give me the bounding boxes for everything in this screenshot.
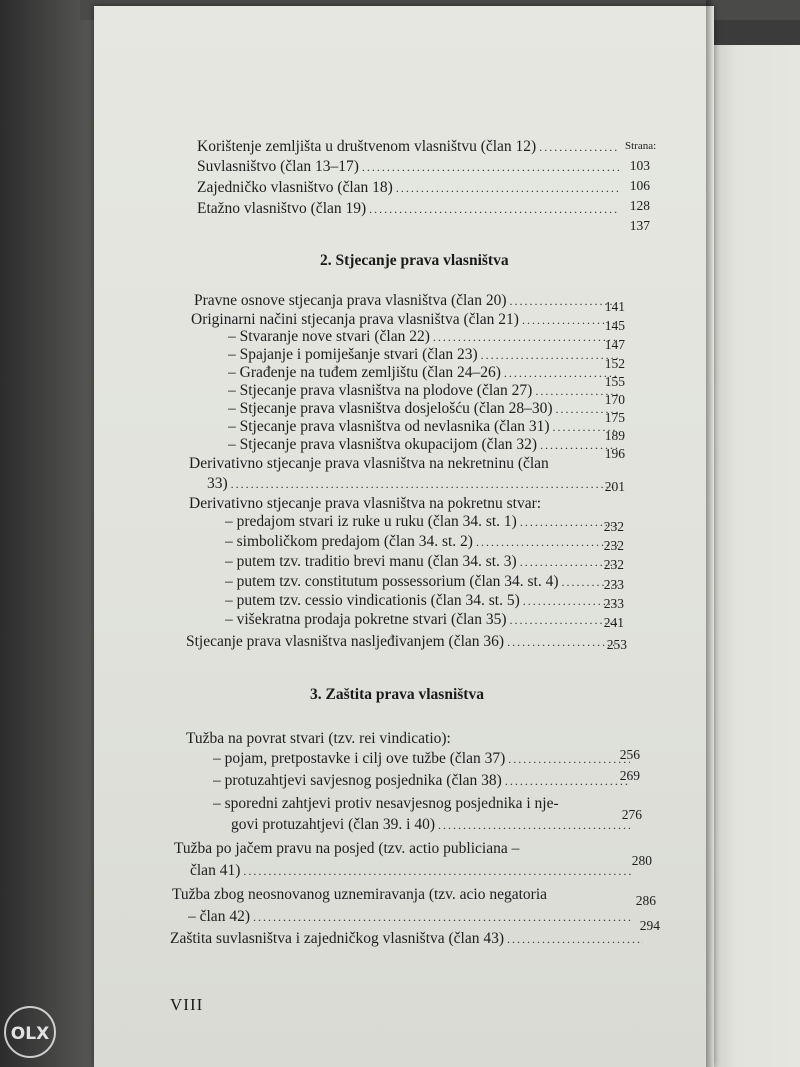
toc-entry: Zaštita suvlasništva i zajedničkog vlasništva (član 43) ..... <box>170 930 646 948</box>
page-number: 232 <box>603 519 624 534</box>
toc-entry: – pojam, pretpostavke i cilj ove tužbe (član 37) ..... <box>213 750 633 768</box>
page-number: 201 <box>604 479 625 494</box>
page-number: 280 <box>631 853 652 868</box>
toc-entry: – sporedni zahtjevi protiv nesavjesnog posjednika i nje- <box>213 795 559 812</box>
section-heading: 3. Zaštita prava vlasništva <box>310 686 484 703</box>
toc-entry: Derivativno stjecanje prava vlasništva na pokretnu stvar: <box>189 495 542 512</box>
toc-entry: – Spajanje i pomiješanje stvari (član 23) ..... <box>228 346 621 364</box>
strana-label: Strana: <box>625 140 657 152</box>
page-number: 145 <box>604 318 625 333</box>
page-number: 294 <box>639 918 660 933</box>
toc-entry: – Stjecanje prava vlasništva od nevlasnika (član 31) ..... <box>228 418 621 436</box>
toc-entry: Tužba zbog neosnovanog uznemiravanja (tzv. acio negatoria <box>172 886 548 903</box>
toc-entry: – Stjecanje prava vlasništva okupacijom (član 32) ..... <box>228 436 621 454</box>
page-footer-number: VIII <box>170 995 204 1014</box>
page-number: 170 <box>604 392 625 407</box>
page-number: 286 <box>635 893 656 908</box>
page-number: 233 <box>603 596 624 611</box>
toc-entry: – Stjecanje prava vlasništva na plodove (član 27) ..... <box>228 382 621 400</box>
toc-entry-continuation: – član 42) ..... <box>188 908 636 926</box>
toc-entry: – predajom stvari iz ruke u ruku (član 34. st. 1) ..... <box>225 513 621 531</box>
toc-entry: Stjecanje prava vlasništva nasljeđivanjem (član 36) ..... <box>186 633 622 651</box>
page-number: 241 <box>603 615 624 630</box>
page-number: 253 <box>606 637 627 652</box>
toc-entry: – Stjecanje prava vlasništva dosjelošću (član 28–30) ..... <box>228 400 621 418</box>
page-number: 128 <box>629 198 650 213</box>
page-number: 256 <box>619 747 640 762</box>
toc-entry: Etažno vlasništvo (član 19) ..... <box>197 200 622 218</box>
section-heading: 2. Stjecanje prava vlasništva <box>320 252 509 269</box>
toc-entry: – protuzahtjevi savjesnog posjednika (član 38) ..... <box>213 772 633 790</box>
page-number: 175 <box>604 410 625 425</box>
toc-entry: Tužba na povrat stvari (tzv. rei vindicatio): <box>186 730 451 747</box>
page-number: 196 <box>604 446 625 461</box>
page-number: 189 <box>604 428 625 443</box>
page-number: 269 <box>619 768 640 783</box>
toc-entry: Korištenje zemljišta u društvenom vlasništvu (član 12) ..... <box>197 138 622 156</box>
toc-entry: – putem tzv. traditio brevi manu (član 34. st. 3) ..... <box>225 553 621 571</box>
toc-entry: – putem tzv. cessio vindicationis (član 34. st. 5) ..... <box>225 592 621 610</box>
page-number: 106 <box>629 178 650 193</box>
olx-watermark-logo: OLX <box>4 1006 56 1058</box>
toc-entry: – Stvaranje nove stvari (član 22) ..... <box>228 328 621 346</box>
page-number: 155 <box>604 374 625 389</box>
page-number: 233 <box>603 577 624 592</box>
page-number: 232 <box>603 557 624 572</box>
toc-entry: – Građenje na tuđem zemljištu (član 24–26) ..... <box>228 364 621 382</box>
toc-entry-continuation: govi protuzahtjevi (član 39. i 40) ..... <box>231 816 633 834</box>
toc-entry: – višekratna prodaja pokretne stvari (član 35) ..... <box>225 611 621 629</box>
toc-entry: – putem tzv. constitutum possessorium (član 34. st. 4) ..... <box>225 573 621 591</box>
toc-entry: Tužba po jačem pravu na posjed (tzv. actio publiciana – <box>174 840 520 857</box>
page-number: 103 <box>629 158 650 173</box>
page-number: 152 <box>604 356 625 371</box>
toc-entry: Suvlasništvo (član 13–17) ..... <box>197 158 622 176</box>
toc-entry: Zajedničko vlasništvo (član 18) ..... <box>197 179 622 197</box>
toc-entry-continuation: član 41) ..... <box>190 862 635 880</box>
page-number: 232 <box>603 538 624 553</box>
page-number: 141 <box>604 299 625 314</box>
toc-entry: – simboličkom predajom (član 34. st. 2) ..... <box>225 533 621 551</box>
toc-entry-continuation: 33) ..... <box>207 475 621 493</box>
toc-entry: Pravne osnove stjecanja prava vlasništva (član 20) ..... <box>194 292 622 310</box>
page-number: 137 <box>629 218 650 233</box>
page-number: 276 <box>621 807 642 822</box>
page-number: 147 <box>604 337 625 352</box>
toc-entry: Derivativno stjecanje prava vlasništva na nekretninu (član <box>189 455 549 472</box>
toc-entry: Originarni načini stjecanja prava vlasništva (član 21) ..... <box>191 311 621 329</box>
